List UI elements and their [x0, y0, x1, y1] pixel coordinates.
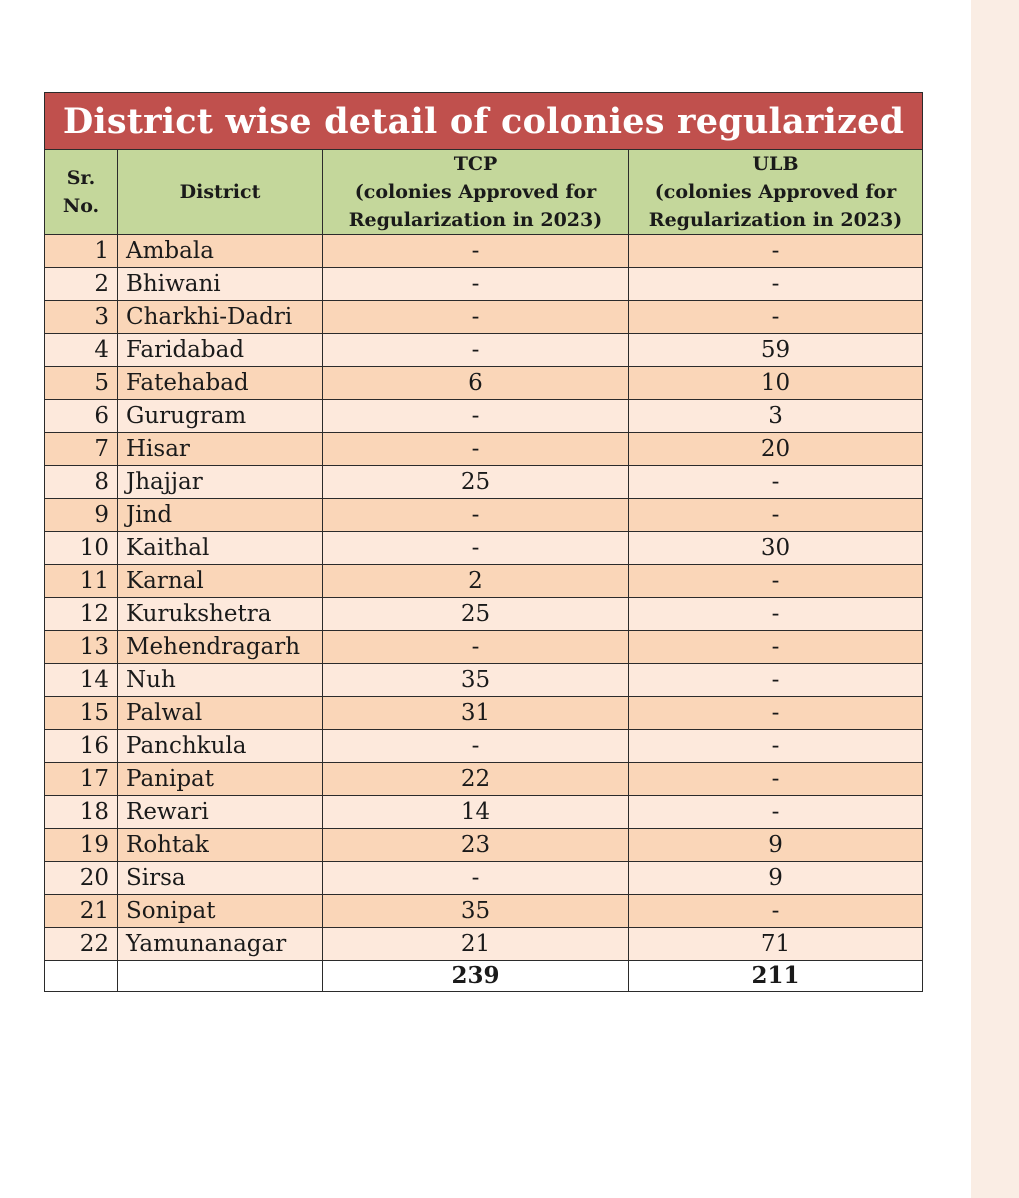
header-ulb-label: ULB (colonies Approved for Regularization in 2023): [648, 153, 903, 231]
colonies-table: [44, 92, 923, 992]
table-row: [45, 730, 923, 763]
table-row: [45, 862, 923, 895]
cell-ulb: -: [629, 466, 923, 499]
table-title: District wise detail of colonies regularized: [45, 93, 923, 150]
table-row: [45, 697, 923, 730]
cell-tcp: -: [323, 268, 629, 301]
cell-district: Rohtak: [118, 829, 323, 862]
total-district-empty: [118, 961, 323, 992]
cell-ulb: -: [629, 565, 923, 598]
cell-sr-no: 19: [45, 829, 118, 862]
cell-district: Rewari: [118, 796, 323, 829]
cell-tcp: -: [323, 532, 629, 565]
header-ulb: [629, 150, 923, 235]
page-side-strip: [971, 0, 1019, 1198]
cell-district: Kurukshetra: [118, 598, 323, 631]
cell-tcp: 35: [323, 664, 629, 697]
cell-tcp: 6: [323, 367, 629, 400]
cell-ulb: 3: [629, 400, 923, 433]
cell-ulb: 9: [629, 862, 923, 895]
cell-tcp: -: [323, 433, 629, 466]
cell-sr-no: 5: [45, 367, 118, 400]
table-row: [45, 301, 923, 334]
cell-sr-no: 14: [45, 664, 118, 697]
total-sr-empty: [45, 961, 118, 992]
cell-district: Gurugram: [118, 400, 323, 433]
cell-ulb: -: [629, 697, 923, 730]
cell-tcp: 23: [323, 829, 629, 862]
cell-ulb: -: [629, 631, 923, 664]
cell-district: Kaithal: [118, 532, 323, 565]
cell-district: Panipat: [118, 763, 323, 796]
cell-sr-no: 16: [45, 730, 118, 763]
table-body: [45, 235, 923, 961]
table-row: [45, 565, 923, 598]
cell-tcp: -: [323, 235, 629, 268]
table-row: [45, 268, 923, 301]
cell-tcp: -: [323, 631, 629, 664]
table-row: [45, 796, 923, 829]
table-row: [45, 598, 923, 631]
cell-ulb: 59: [629, 334, 923, 367]
cell-tcp: -: [323, 400, 629, 433]
total-ulb: 211: [629, 961, 923, 992]
header-sr-no-label: Sr. No.: [62, 167, 100, 217]
cell-district: Fatehabad: [118, 367, 323, 400]
cell-district: Hisar: [118, 433, 323, 466]
table-row: [45, 235, 923, 268]
table-row: [45, 928, 923, 961]
header-sr-no: [45, 150, 118, 235]
cell-sr-no: 18: [45, 796, 118, 829]
cell-sr-no: 3: [45, 301, 118, 334]
cell-ulb: -: [629, 796, 923, 829]
header-district: District: [118, 150, 323, 235]
cell-district: Jind: [118, 499, 323, 532]
header-tcp: [323, 150, 629, 235]
cell-ulb: 10: [629, 367, 923, 400]
cell-tcp: 2: [323, 565, 629, 598]
cell-district: Sonipat: [118, 895, 323, 928]
cell-sr-no: 4: [45, 334, 118, 367]
cell-ulb: -: [629, 235, 923, 268]
cell-tcp: -: [323, 730, 629, 763]
cell-ulb: -: [629, 598, 923, 631]
cell-ulb: -: [629, 268, 923, 301]
cell-tcp: 14: [323, 796, 629, 829]
cell-sr-no: 17: [45, 763, 118, 796]
cell-ulb: -: [629, 664, 923, 697]
cell-ulb: 20: [629, 433, 923, 466]
table-row: [45, 400, 923, 433]
cell-sr-no: 11: [45, 565, 118, 598]
cell-sr-no: 20: [45, 862, 118, 895]
table-row: [45, 829, 923, 862]
cell-sr-no: 9: [45, 499, 118, 532]
cell-district: Ambala: [118, 235, 323, 268]
cell-sr-no: 22: [45, 928, 118, 961]
cell-district: Palwal: [118, 697, 323, 730]
cell-sr-no: 15: [45, 697, 118, 730]
cell-ulb: -: [629, 730, 923, 763]
cell-ulb: -: [629, 499, 923, 532]
cell-sr-no: 6: [45, 400, 118, 433]
cell-sr-no: 1: [45, 235, 118, 268]
cell-tcp: -: [323, 499, 629, 532]
cell-tcp: -: [323, 334, 629, 367]
table-row: [45, 895, 923, 928]
cell-ulb: -: [629, 301, 923, 334]
cell-sr-no: 13: [45, 631, 118, 664]
cell-ulb: -: [629, 895, 923, 928]
cell-district: Nuh: [118, 664, 323, 697]
table-row: [45, 532, 923, 565]
table-row: [45, 763, 923, 796]
table-row: [45, 631, 923, 664]
cell-district: Yamunanagar: [118, 928, 323, 961]
cell-tcp: 35: [323, 895, 629, 928]
total-row: [45, 961, 923, 992]
table-row: [45, 466, 923, 499]
table-row: [45, 367, 923, 400]
cell-ulb: 71: [629, 928, 923, 961]
cell-sr-no: 7: [45, 433, 118, 466]
table-row: [45, 664, 923, 697]
table-row: [45, 499, 923, 532]
cell-sr-no: 12: [45, 598, 118, 631]
cell-district: Jhajjar: [118, 466, 323, 499]
cell-tcp: 25: [323, 466, 629, 499]
cell-ulb: -: [629, 763, 923, 796]
cell-tcp: 21: [323, 928, 629, 961]
cell-ulb: 9: [629, 829, 923, 862]
cell-tcp: -: [323, 301, 629, 334]
header-tcp-label: TCP (colonies Approved for Regularization in 2023): [348, 153, 603, 231]
cell-sr-no: 2: [45, 268, 118, 301]
cell-district: Faridabad: [118, 334, 323, 367]
cell-tcp: -: [323, 862, 629, 895]
cell-tcp: 25: [323, 598, 629, 631]
cell-district: Sirsa: [118, 862, 323, 895]
cell-district: Bhiwani: [118, 268, 323, 301]
table-row: [45, 334, 923, 367]
cell-sr-no: 8: [45, 466, 118, 499]
total-tcp: 239: [323, 961, 629, 992]
cell-ulb: 30: [629, 532, 923, 565]
cell-district: Mehendragarh: [118, 631, 323, 664]
cell-sr-no: 10: [45, 532, 118, 565]
cell-district: Panchkula: [118, 730, 323, 763]
cell-tcp: 22: [323, 763, 629, 796]
cell-district: Charkhi-Dadri: [118, 301, 323, 334]
cell-district: Karnal: [118, 565, 323, 598]
cell-tcp: 31: [323, 697, 629, 730]
cell-sr-no: 21: [45, 895, 118, 928]
table-row: [45, 433, 923, 466]
